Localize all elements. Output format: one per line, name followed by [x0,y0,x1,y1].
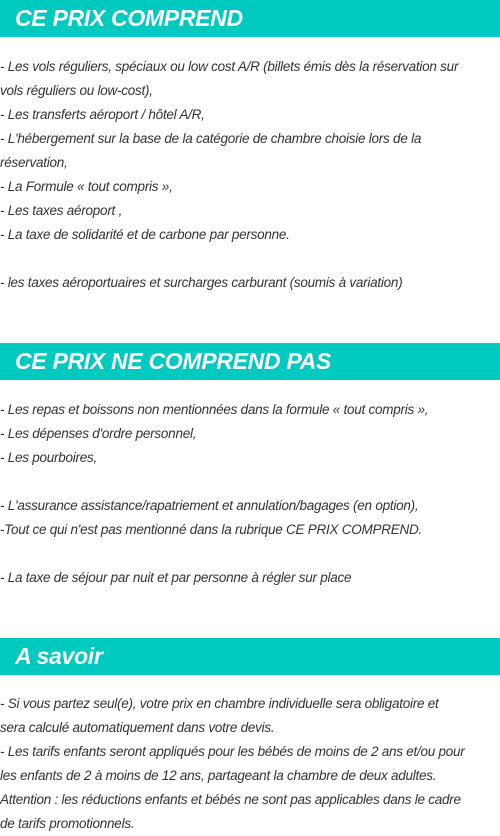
section-body-not-included [0,398,500,590]
not-included-line: - Les repas et boissons non mentionnées dans la formule « tout compris », [0,402,429,417]
included-line: - Les taxes aéroport , [0,203,123,218]
included-line: - La Formule « tout compris », [0,179,173,194]
included-line: vols réguliers ou low-cost), [0,83,153,98]
info-line: - Si vous partez seul(e), votre prix en chambre individuelle sera obligatoire et [0,696,439,711]
blank-line [0,542,500,566]
info-line: les enfants de 2 à moins de 12 ans, partageant la chambre de deux adultes. [0,768,437,783]
included-line: - L'hébergement sur la base de la catégorie de chambre choisie lors de la [0,131,422,146]
not-included-line: - Les pourboires, [0,450,98,465]
included-line: réservation, [0,155,68,170]
included-line: - Les vols réguliers, spéciaux ou low cost A/R (billets émis dès la réservation sur [0,59,459,74]
info-line: - Les tarifs enfants seront appliqués pour les bébés de moins de 2 ans et/ou pour [0,744,465,759]
info-line: sera calculé automatiquement dans votre devis. [0,720,275,735]
info-line: de tarifs promotionnels. [0,816,135,831]
not-included-line: - L'assurance assistance/rapatriement et annulation/bagages (en option), [0,498,419,513]
included-line: - les taxes aéroportuaires et surcharges carburant (soumis à variation) [0,275,403,290]
blank-line [0,247,500,271]
section-header-included: CE PRIX COMPREND [0,0,500,37]
section-header-good-to-know: A savoir [0,638,500,675]
blank-line [0,470,500,494]
section-body-good-to-know [0,692,500,836]
included-line: - Les transferts aéroport / hôtel A/R, [0,107,205,122]
not-included-line: - La taxe de séjour par nuit et par personne à régler sur place [0,570,352,585]
not-included-line: - Les dépenses d'ordre personnel, [0,426,197,441]
section-header-not-included: CE PRIX NE COMPREND PAS [0,343,500,380]
not-included-line: -Tout ce qui n'est pas mentionné dans la rubrique CE PRIX COMPREND. [0,522,423,537]
included-line: - La taxe de solidarité et de carbone par personne. [0,227,290,242]
info-line: Attention : les réductions enfants et bébés ne sont pas applicables dans le cadre [0,792,461,807]
section-body-included [0,55,500,295]
